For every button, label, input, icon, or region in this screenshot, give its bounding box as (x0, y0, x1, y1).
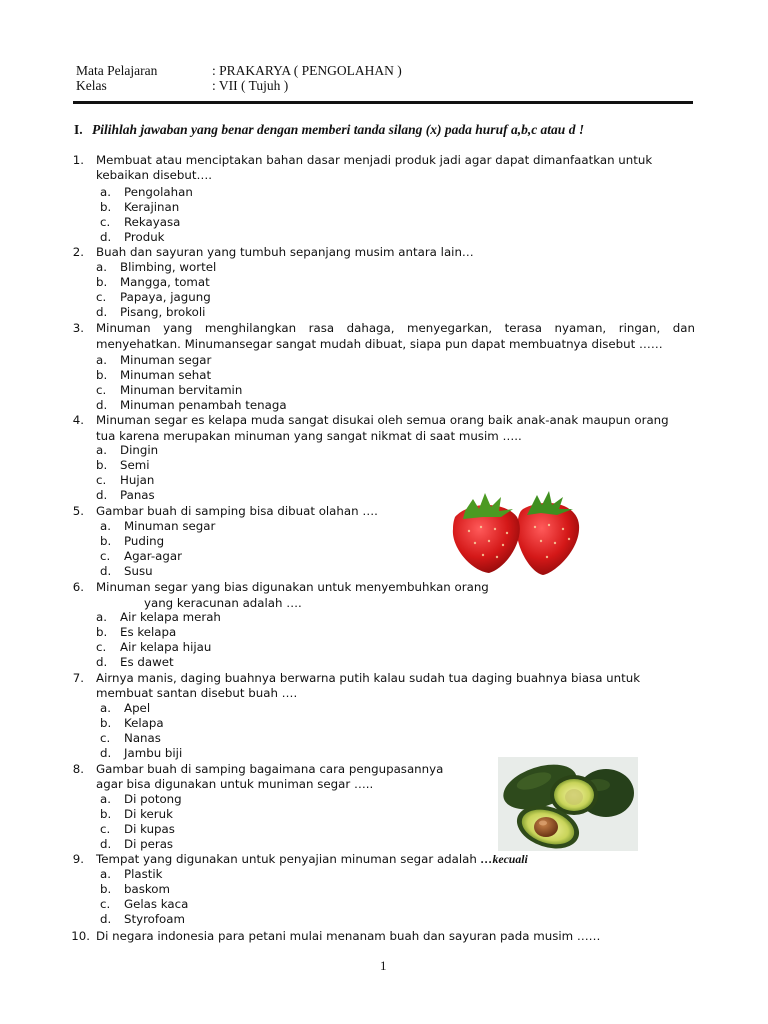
option-text: Di kupas (124, 822, 175, 836)
question-text: agar bisa digunakan untuk muniman segar ….. (96, 777, 374, 791)
question-text: Minuman yang menghilangkan rasa dahaga, menyegarkan, terasa nyaman, ringan, dan (96, 321, 695, 335)
option-letter: a. (96, 353, 107, 367)
question-text: Gambar buah di samping bisa dibuat olahan …. (96, 504, 378, 518)
option-letter: b. (96, 625, 108, 639)
header-divider (73, 101, 693, 104)
option-letter: c. (96, 473, 107, 487)
question-number: 2. (72, 245, 84, 259)
option-text: Di peras (124, 837, 174, 851)
option-text: Produk (124, 230, 165, 244)
option-text: Agar-agar (124, 549, 182, 563)
option-text: Minuman bervitamin (120, 383, 243, 397)
option-letter: d. (96, 655, 108, 669)
question-text: Airnya manis, daging buahnya berwarna putih kalau sudah tua daging buahnya biasa untuk (96, 671, 641, 685)
question-text-main: Tempat yang digunakan untuk penyajian minuman segar adalah (96, 852, 481, 866)
option-text: Minuman segar (120, 353, 212, 367)
option-text: Mangga, tomat (120, 275, 210, 289)
option-text: Semi (120, 458, 150, 472)
question-number: 10. (71, 929, 90, 943)
section-number: I. (74, 122, 83, 137)
option-text: Dingin (120, 443, 159, 457)
option-letter: d. (96, 398, 108, 412)
question-text (96, 852, 528, 867)
option-text: Plastik (124, 867, 163, 881)
option-text: Susu (124, 564, 153, 578)
option-letter: c. (100, 215, 111, 229)
option-text: Pisang, brokoli (120, 305, 206, 319)
option-letter: a. (96, 443, 107, 457)
option-letter: a. (100, 792, 111, 806)
strawberry-image (445, 487, 585, 577)
option-text: Gelas kaca (124, 897, 189, 911)
question-number: 4. (72, 413, 84, 427)
option-text: Hujan (120, 473, 155, 487)
class-label: Kelas (76, 78, 107, 93)
option-letter: a. (100, 185, 111, 199)
question-text: kebaikan disebut…. (96, 168, 213, 182)
option-letter: a. (100, 519, 111, 533)
question-number: 5. (72, 504, 84, 518)
option-text: Jambu biji (124, 746, 183, 760)
option-text: baskom (124, 882, 170, 896)
avocado-half-top (550, 775, 598, 815)
question-text: Gambar buah di samping bagaimana cara pengupasannya (96, 762, 444, 776)
question-text: tua karena merupakan minuman yang sangat nikmat di saat musim ….. (96, 429, 522, 443)
page-number: 1 (380, 958, 387, 973)
question-number: 6. (72, 580, 84, 594)
option-letter: d. (100, 912, 112, 926)
option-letter: a. (96, 610, 107, 624)
option-letter: d. (96, 305, 108, 319)
option-text: Puding (124, 534, 165, 548)
question-number: 3. (72, 321, 84, 335)
option-text: Nanas (124, 731, 161, 745)
option-letter: b. (100, 200, 112, 214)
question-text: Minuman segar es kelapa muda sangat disukai oleh semua orang baik anak-anak maupun orang (96, 413, 669, 427)
subject-value: : PRAKARYA ( PENGOLAHAN ) (212, 63, 402, 78)
option-letter: c. (96, 290, 107, 304)
question-text: menyehatkan. Minumansegar sangat mudah dibuat, siapa pun dapat membuatnya disebut …… (96, 337, 663, 351)
option-letter: d. (96, 488, 108, 502)
option-text: Pengolahan (124, 185, 193, 199)
option-letter: d. (100, 837, 112, 851)
option-letter: c. (100, 822, 111, 836)
question-text: Membuat atau menciptakan bahan dasar menjadi produk jadi agar dapat dimanfaatkan untuk (96, 153, 653, 167)
option-text: Minuman segar (124, 519, 216, 533)
option-text: Rekayasa (124, 215, 181, 229)
option-letter: b. (100, 882, 112, 896)
class-value: : VII ( Tujuh ) (212, 78, 289, 93)
question-text: Di negara indonesia para petani mulai menanam buah dan sayuran pada musim …… (96, 929, 601, 943)
option-letter: c. (100, 731, 111, 745)
option-text: Es kelapa (120, 625, 177, 639)
option-letter: d. (100, 746, 112, 760)
option-text: Panas (120, 488, 155, 502)
question-number: 8. (72, 762, 84, 776)
question-number: 7. (72, 671, 84, 685)
option-text: Di potong (124, 792, 182, 806)
option-letter: c. (100, 549, 111, 563)
strawberry-left (453, 493, 520, 573)
option-letter: b. (100, 716, 112, 730)
instruction-text: Pilihlah jawaban yang benar dengan memberi tanda silang (x) pada huruf a,b,c atau d ! (92, 122, 585, 137)
option-letter: b. (100, 534, 112, 548)
option-text: Es dawet (120, 655, 174, 669)
option-letter: d. (100, 230, 112, 244)
question-text: membuat santan disebut buah …. (96, 686, 298, 700)
option-text: Air kelapa hijau (120, 640, 212, 654)
option-letter: a. (100, 701, 111, 715)
option-letter: b. (96, 275, 108, 289)
option-text: Blimbing, wortel (120, 260, 217, 274)
option-letter: c. (100, 897, 111, 911)
option-text: Minuman sehat (120, 368, 212, 382)
option-letter: b. (96, 458, 108, 472)
avocado-image (498, 757, 638, 851)
option-text: Minuman penambah tenaga (120, 398, 287, 412)
question-number: 9. (72, 852, 84, 866)
option-text: Kelapa (124, 716, 164, 730)
option-letter: c. (96, 640, 107, 654)
option-letter: b. (100, 807, 112, 821)
option-letter: d. (100, 564, 112, 578)
question-text: Minuman segar yang bias digunakan untuk menyembuhkan orang (96, 580, 489, 594)
option-text: Styrofoam (124, 912, 185, 926)
question-number: 1. (72, 153, 84, 167)
option-letter: c. (96, 383, 107, 397)
option-text: Apel (124, 701, 151, 715)
question-emphasis: …kecuali (480, 852, 528, 866)
option-letter: b. (96, 368, 108, 382)
option-text: Kerajinan (124, 200, 180, 214)
subject-label: Mata Pelajaran (76, 63, 158, 78)
option-text: Air kelapa merah (120, 610, 221, 624)
strawberry-right (517, 491, 579, 575)
option-text: Papaya, jagung (120, 290, 211, 304)
question-text: yang keracunan adalah …. (144, 596, 302, 610)
option-letter: a. (100, 867, 111, 881)
option-text: Di keruk (124, 807, 173, 821)
question-text: Buah dan sayuran yang tumbuh sepanjang musim antara lain… (96, 245, 474, 259)
option-letter: a. (96, 260, 107, 274)
